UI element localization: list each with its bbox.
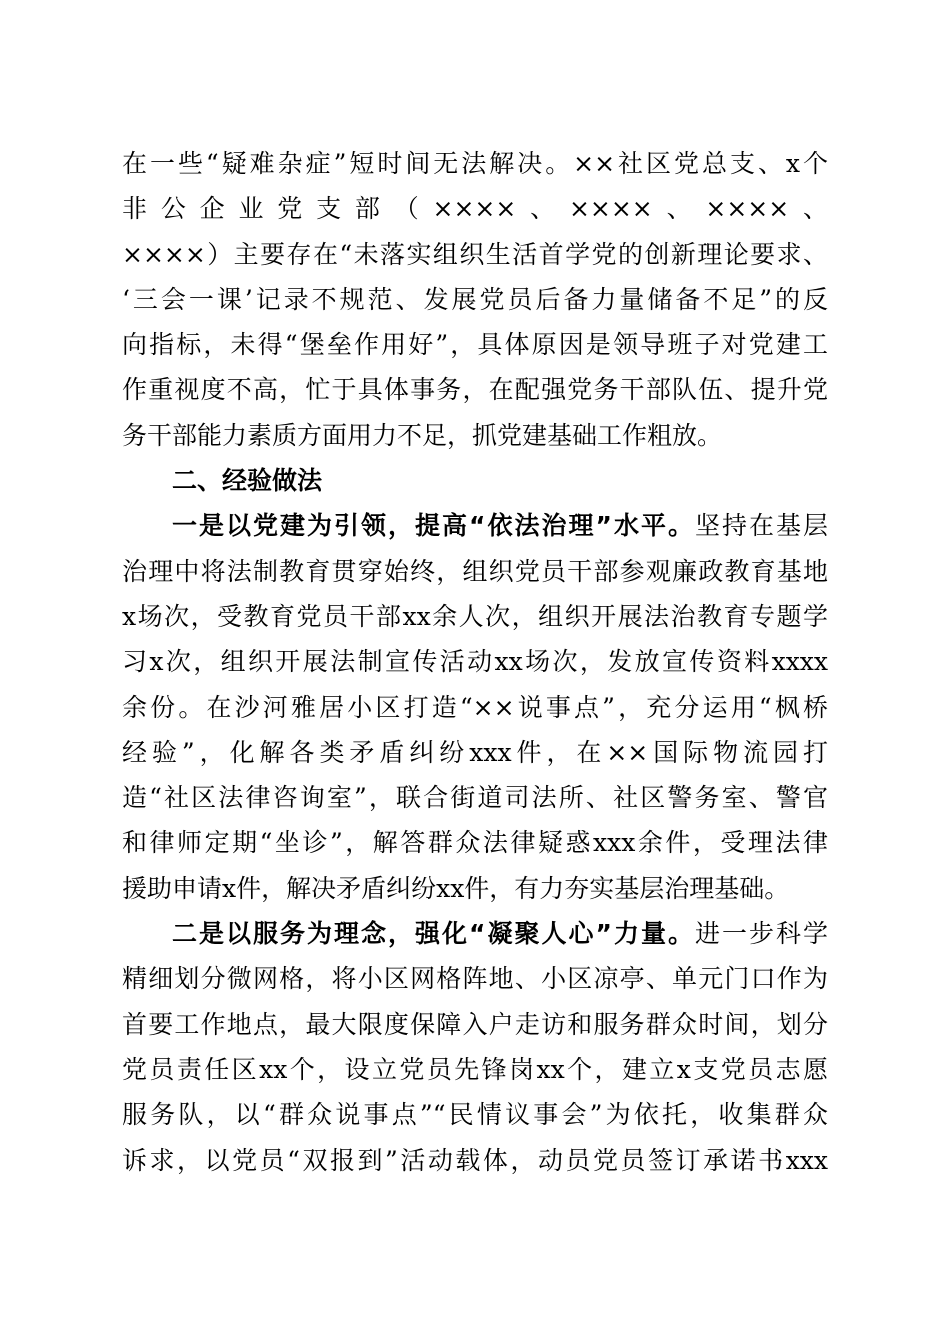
text-line: 习x次，组织开展法制宣传活动xx场次，发放宣传资料xxxx [122,647,828,677]
text-line: 经验”，化解各类矛盾纠纷xxx件，在××国际物流园打 [122,737,828,767]
text-line: 诉求，以党员“双报到”活动载体，动员党员签订承诺书xxx [122,1145,828,1175]
text-line: ‘三会一课’记录不规范、发展党员后备力量储备不足”的反 [122,284,828,314]
paragraph-rule-of-law [122,503,828,911]
paragraph-text: 坚持在基层 [694,511,828,541]
text-line: 和律师定期“坐诊”，解答群众法律疑惑xxx余件，受理法律 [122,828,828,858]
paragraph-lead: 二是以服务为理念，强化“凝聚人心”力量。 [172,919,695,949]
text-line: 服务队，以“群众说事点”“民情议事会”为依托，收集群众 [122,1100,828,1130]
text-line: 党员责任区xx个，设立党员先锋岗xx个，建立x支党员志愿 [122,1054,828,1084]
section-heading: 二、经验做法 [172,466,323,496]
text-line: 余份。在沙河雅居小区打造“××说事点”，充分运用“枫桥 [122,692,828,722]
text-line: 作重视度不高，忙于具体事务，在配强党务干部队伍、提升党 [122,375,828,405]
text-line: 向指标，未得“堡垒作用好”，具体原因是领导班子对党建工 [122,330,828,360]
text-line: 首要工作地点，最大限度保障入户走访和服务群众时间，划分 [122,1009,828,1039]
text-line [122,503,828,548]
text-line: 在一些“疑难杂症”短时间无法解决。××社区党总支、x个 [122,149,828,178]
document-body [122,141,828,1183]
text-line: 援助申请x件，解决矛盾纠纷xx件，有力夯实基层治理基础。 [122,873,790,903]
paragraph-service [122,911,828,1183]
text-line: 务干部能力素质方面用力不足，抓党建基础工作粗放。 [122,420,723,450]
text-line: x场次，受教育党员干部xx余人次，组织开展法治教育专题学 [122,601,828,631]
paragraph-lead: 一是以党建为引领，提高“依法治理”水平。 [172,511,695,541]
text-line: 治理中将法制教育贯穿始终，组织党员干部参观廉政教育基地 [122,556,828,586]
paragraph-text: 进一步科学 [694,919,828,949]
text-line: 精细划分微网格，将小区网格阵地、小区凉亭、单元门口作为 [122,964,828,994]
text-line: 非公企业党支部（××××、××××、××××、 [122,194,828,224]
text-line: ××××）主要存在“未落实组织生活首学党的创新理论要求、 [122,239,828,269]
paragraph-problem-analysis [122,141,828,458]
text-line: 造“社区法律咨询室”，联合街道司法所、社区警务室、警官 [122,783,828,813]
text-line [122,911,828,956]
